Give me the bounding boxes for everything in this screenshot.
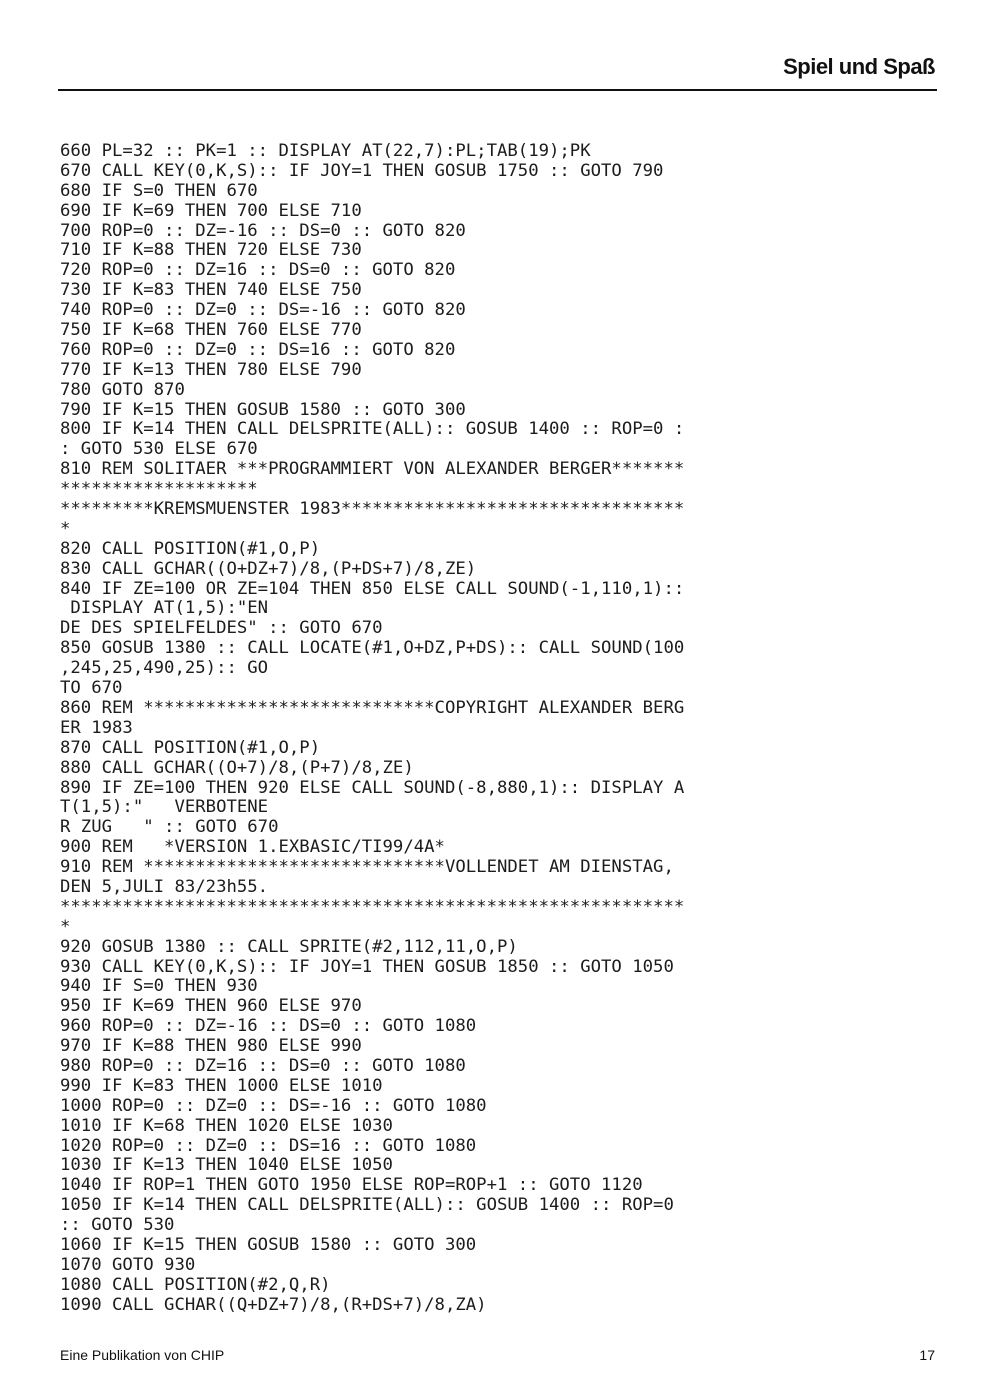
code-line: 970 IF K=88 THEN 980 ELSE 990 xyxy=(60,1036,362,1057)
code-line: R ZUG " :: GOTO 670 xyxy=(60,817,279,838)
code-line: ER 1983 xyxy=(60,717,133,738)
code-line: 720 ROP=0 :: DZ=16 :: DS=0 :: GOTO 820 xyxy=(60,260,456,281)
code-line: 870 CALL POSITION(#1,O,P) xyxy=(60,737,321,758)
code-line: 980 ROP=0 :: DZ=16 :: DS=0 :: GOTO 1080 xyxy=(60,1055,466,1076)
code-line: 990 IF K=83 THEN 1000 ELSE 1010 xyxy=(60,1075,383,1096)
code-line: 1080 CALL POSITION(#2,Q,R) xyxy=(60,1274,331,1295)
code-line: 710 IF K=88 THEN 720 ELSE 730 xyxy=(60,240,362,261)
code-line: 850 GOSUB 1380 :: CALL LOCATE(#1,O+DZ,P+DS):: CALL SOUND(100 xyxy=(60,638,685,659)
footer-publisher: Eine Publikation von CHIP xyxy=(60,1347,225,1363)
code-line: 930 CALL KEY(0,K,S):: IF JOY=1 THEN GOSUB 1850 :: GOTO 1050 xyxy=(60,956,674,977)
code-line: 880 CALL GCHAR((O+7)/8,(P+7)/8,ZE) xyxy=(60,757,414,778)
code-line: 660 PL=32 :: PK=1 :: DISPLAY AT(22,7):PL;TAB(19);PK xyxy=(60,141,591,161)
code-line: 840 IF ZE=100 OR ZE=104 THEN 850 ELSE CALL SOUND(-1,110,1):: xyxy=(60,578,685,599)
code-line: 920 GOSUB 1380 :: CALL SPRITE(#2,112,11,O,P) xyxy=(60,936,518,957)
code-line: 730 IF K=83 THEN 740 ELSE 750 xyxy=(60,280,362,301)
code-line: T(1,5):" VERBOTENE xyxy=(60,797,269,818)
code-line: 670 CALL KEY(0,K,S):: IF JOY=1 THEN GOSUB 1750 :: GOTO 790 xyxy=(60,160,664,181)
code-line: 1050 IF K=14 THEN CALL DELSPRITE(ALL):: GOSUB 1400 :: ROP=0 xyxy=(60,1195,674,1216)
code-line: 700 ROP=0 :: DZ=-16 :: DS=0 :: GOTO 820 xyxy=(60,220,466,241)
code-line: 680 IF S=0 THEN 670 xyxy=(60,180,258,201)
code-line: 1020 ROP=0 :: DZ=0 :: DS=16 :: GOTO 1080 xyxy=(60,1135,477,1156)
code-line: 740 ROP=0 :: DZ=0 :: DS=-16 :: GOTO 820 xyxy=(60,300,466,321)
code-line: ************************************************************ xyxy=(60,896,685,917)
code-line: DEN 5,JULI 83/23h55. xyxy=(60,876,269,897)
code-line: 1060 IF K=15 THEN GOSUB 1580 :: GOTO 300 xyxy=(60,1234,477,1255)
code-line: DISPLAY AT(1,5):"EN xyxy=(60,598,269,619)
code-line: 900 REM *VERSION 1.EXBASIC/TI99/4A* xyxy=(60,837,445,858)
code-line: 910 REM *****************************VOLLENDET AM DIENSTAG, xyxy=(60,857,674,878)
code-line: * xyxy=(60,916,71,937)
code-line: 1000 ROP=0 :: DZ=0 :: DS=-16 :: GOTO 1080 xyxy=(60,1095,487,1116)
code-line: 1070 GOTO 930 xyxy=(60,1254,196,1275)
code-line: 1090 CALL GCHAR((Q+DZ+7)/8,(R+DS+7)/8,ZA) xyxy=(60,1294,487,1315)
code-line: *********KREMSMUENSTER 1983********************************* xyxy=(60,499,685,520)
code-line: 1030 IF K=13 THEN 1040 ELSE 1050 xyxy=(60,1155,393,1176)
code-line: 750 IF K=68 THEN 760 ELSE 770 xyxy=(60,320,362,341)
code-line: 950 IF K=69 THEN 960 ELSE 970 xyxy=(60,996,362,1017)
code-line: ,245,25,490,25):: GO xyxy=(60,658,269,679)
code-line: :: GOTO 530 xyxy=(60,1215,175,1236)
header-divider xyxy=(58,89,937,91)
code-line: 860 REM ****************************COPYRIGHT ALEXANDER BERG xyxy=(60,697,685,718)
code-line: * xyxy=(60,518,71,539)
page-number: 17 xyxy=(919,1347,935,1363)
code-line: 790 IF K=15 THEN GOSUB 1580 :: GOTO 300 xyxy=(60,399,466,420)
code-line: 960 ROP=0 :: DZ=-16 :: DS=0 :: GOTO 1080 xyxy=(60,1016,477,1037)
code-line: 1010 IF K=68 THEN 1020 ELSE 1030 xyxy=(60,1115,393,1136)
code-line: 760 ROP=0 :: DZ=0 :: DS=16 :: GOTO 820 xyxy=(60,339,456,360)
code-line: 780 GOTO 870 xyxy=(60,379,185,400)
code-line: 1040 IF ROP=1 THEN GOTO 1950 ELSE ROP=ROP+1 :: GOTO 1120 xyxy=(60,1175,643,1196)
code-line: ******************* xyxy=(60,479,258,500)
code-line: 770 IF K=13 THEN 780 ELSE 790 xyxy=(60,359,362,380)
code-line: TO 670 xyxy=(60,678,123,699)
code-line: 690 IF K=69 THEN 700 ELSE 710 xyxy=(60,200,362,221)
section-title: Spiel und Spaß xyxy=(783,54,935,79)
code-line: 830 CALL GCHAR((O+DZ+7)/8,(P+DS+7)/8,ZE) xyxy=(60,558,477,579)
code-line: DE DES SPIELFELDES" :: GOTO 670 xyxy=(60,618,383,639)
code-line: : GOTO 530 ELSE 670 xyxy=(60,439,258,460)
code-line: 820 CALL POSITION(#1,O,P) xyxy=(60,538,321,559)
basic-program-listing xyxy=(60,142,940,1316)
code-line: 890 IF ZE=100 THEN 920 ELSE CALL SOUND(-8,880,1):: DISPLAY A xyxy=(60,777,685,798)
code-line: 810 REM SOLITAER ***PROGRAMMIERT VON ALEXANDER BERGER******* xyxy=(60,459,685,480)
code-line: 940 IF S=0 THEN 930 xyxy=(60,976,258,997)
code-line: 800 IF K=14 THEN CALL DELSPRITE(ALL):: GOSUB 1400 :: ROP=0 : xyxy=(60,419,685,440)
